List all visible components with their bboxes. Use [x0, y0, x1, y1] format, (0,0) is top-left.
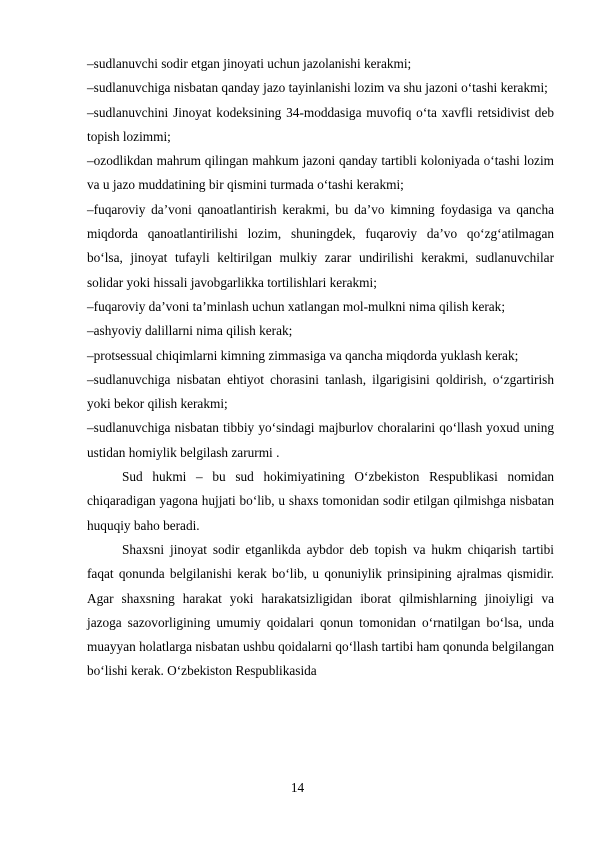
page-number: 14 [290, 780, 305, 795]
list-item-evidence: –ashyoviy dalillarni nima qilish kerak; [87, 323, 293, 339]
list-item-procedural-costs: –protsessual chiqimlarni kimning zimmasiga va qancha miqdorda yuklash kerak; [87, 347, 519, 363]
list-item-medical-measures: –sudlanuvchiga nisbatan tibbiy yo‘sindagi majburlov choralarini qo‘llash yoxud uning ustidan homiylik belgilash zarurmi . [87, 420, 554, 460]
list-item-sentence: –sudlanuvchiga nisbatan qanday jazo tayinlanishi lozim va shu jazoni o‘tashi kerakmi; [87, 80, 548, 96]
document-body [87, 52, 554, 684]
list-item-punishment: –sudlanuvchi sodir etgan jinoyati uchun jazolanishi kerakmi; [87, 56, 412, 71]
list-item-colony: –ozodlikdan mahrum qilingan mahkum jazoni qanday tartibli koloniyada o‘tashi lozim va u jazo muddatining bir qismini turmada o‘tashi kerakmi; [87, 153, 554, 193]
list-item-seized-property: –fuqaroviy da’voni ta’minlash uchun xatlangan mol-mulkni nima qilish kerak; [87, 298, 506, 314]
list-item-civil-claim: –fuqaroviy da’voni qanoatlantirish kerakmi, bu da’vo kimning foydasiga va qancha miqdorda qanoatlantirilishi lozim, shuningdek, fuqaroviy da’vo qo‘zg‘atilmagan bo‘lsa, jinoyat tufayli keltirilgan mulkiy zarar undirilishi kerakmi, sudlanuvchilar solidar yoki hissali javobgarlikka tortilishlari kerakmi; [87, 201, 554, 290]
paragraph-verdict-procedure: Shaxsni jinoyat sodir etganlikda aybdor deb topish va hukm chiqarish tartibi faqat qonunda belgilanishi kerak bo‘lib, u qonuniylik prinsipining ajralmas qismidir. Agar shaxsning harakat yoki harakatsizligidan iborat qilmishlarning jinoiyligi va jazoga sazovorligining umumiy qoidalari qonun tomonidan o‘rnatilgan bo‘lsa, unda muayyan holatlarga nisbatan ushbu qoidalarni qo‘llash tartibi ham qonunda belgilangan bo‘lishi kerak. O‘zbekiston Respublikasida [87, 541, 554, 679]
list-item-preventive-measure: –sudlanuvchiga nisbatan ehtiyot chorasini tanlash, ilgarigisini qoldirish, o‘zgartirish yoki bekor qilish kerakmi; [87, 371, 554, 412]
list-item-recidivist: –sudlanuvchini Jinoyat kodeksining 34-moddasiga muvofiq o‘ta xavfli retsidivist deb topish lozimmi; [87, 104, 554, 144]
paragraph-verdict-definition: Sud hukmi – bu sud hokimiyatining O‘zbekiston Respublikasi nomidan chiqaradigan yagona hujjati bo‘lib, u shaxs tomonidan sodir etilgan qilmishga nisbatan huquqiy baho beradi. [87, 469, 554, 533]
